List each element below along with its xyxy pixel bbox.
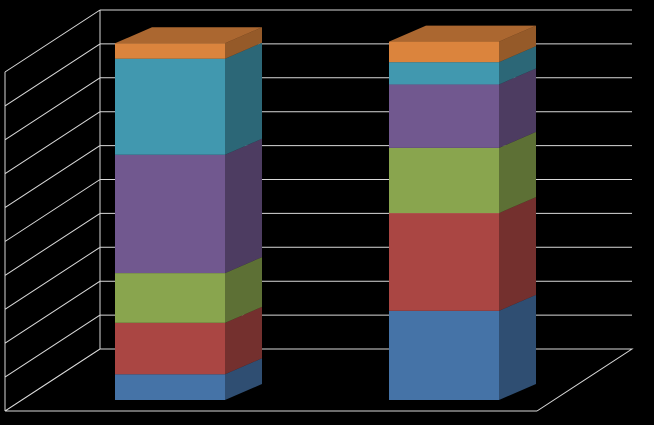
bar-1-segment-2-front bbox=[115, 323, 225, 374]
bar-1-segment-3-front bbox=[115, 273, 225, 323]
side-gridline bbox=[5, 44, 100, 106]
bar-2-segment-6-front bbox=[389, 42, 499, 63]
bar-2-segment-4-front bbox=[389, 84, 499, 147]
bar-2-segment-2-side bbox=[499, 197, 536, 311]
bar-2-segment-1-front bbox=[389, 311, 499, 400]
side-gridline bbox=[5, 247, 100, 309]
side-gridline bbox=[5, 146, 100, 208]
bar-2-segment-1-side bbox=[499, 295, 536, 400]
bar-1-segment-4-front bbox=[115, 155, 225, 273]
side-gridline bbox=[5, 112, 100, 174]
chart-floor bbox=[5, 349, 632, 411]
bar-2-segment-2-front bbox=[389, 213, 499, 311]
bar-2-segment-5-front bbox=[389, 62, 499, 84]
side-gridline bbox=[5, 213, 100, 275]
bar-1-segment-5-side bbox=[225, 43, 262, 155]
side-gridline bbox=[5, 281, 100, 343]
bar-1-segment-1-front bbox=[115, 374, 225, 400]
chart-bars bbox=[115, 26, 536, 400]
side-gridline bbox=[5, 10, 100, 72]
side-gridline bbox=[5, 180, 100, 242]
side-gridline bbox=[5, 315, 100, 377]
bar-2-segment-3-front bbox=[389, 148, 499, 213]
chart-gridlines bbox=[5, 10, 632, 411]
side-gridline bbox=[5, 78, 100, 140]
bar-1-segment-6-front bbox=[115, 43, 225, 58]
bar-1-segment-5-front bbox=[115, 59, 225, 155]
bar-1-segment-4-side bbox=[225, 139, 262, 273]
